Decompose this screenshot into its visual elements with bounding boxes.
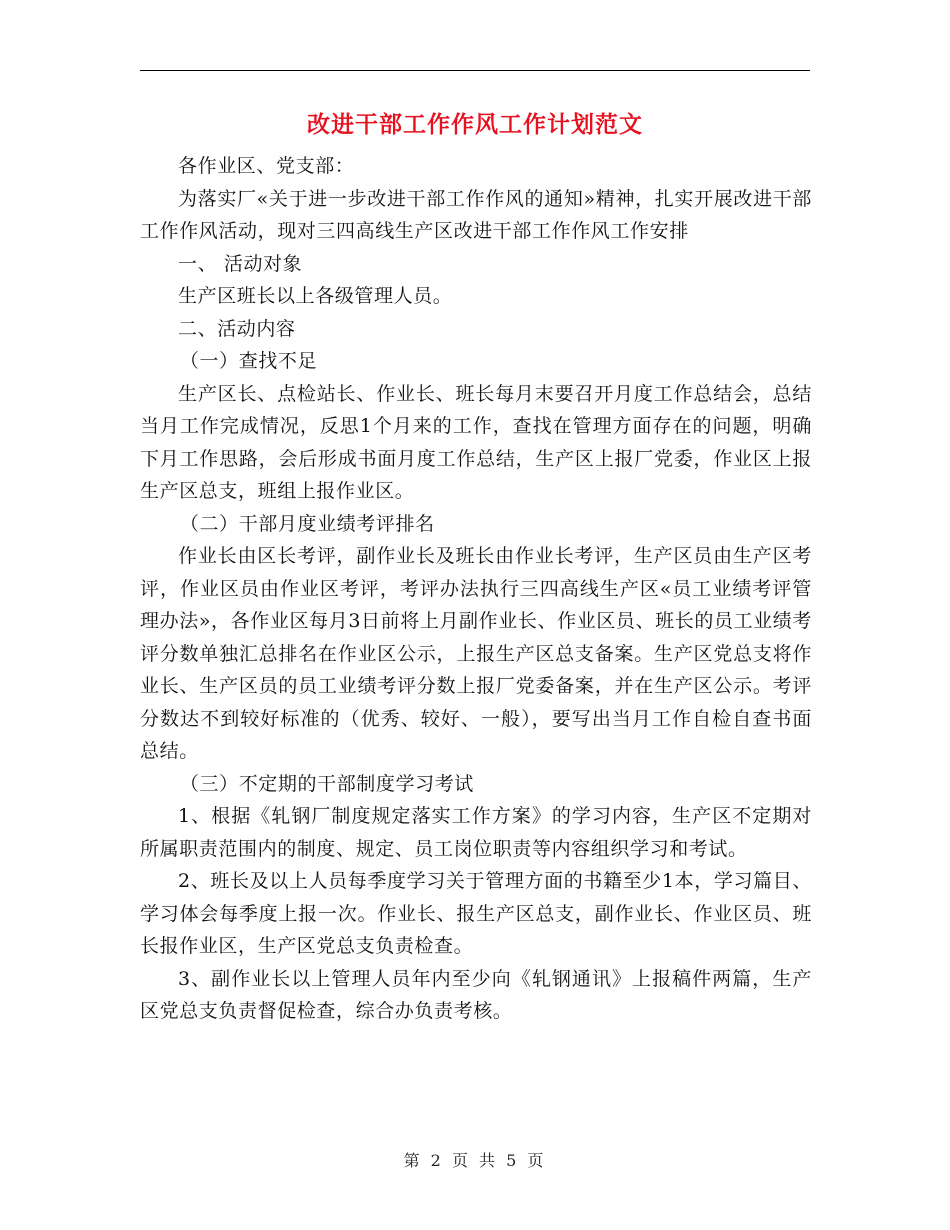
paragraph-salutation: 各作业区、党支部： [178,155,355,177]
paragraph-intro: 为落实厂«关于进一步改进干部工作作风的通知»精神，扎实开展改进干部工作作风活动，现对三四高线生产区改进干部工作作风工作安排 [140,187,812,242]
section-heading-content: 二、活动内容 [178,317,296,340]
paragraph-study-item-2: 2、班长及以上人员每季度学习关于管理方面的书籍至少1本，学习篇目、学习体会每季度上报一次。作业长、报生产区总支，副作业长、作业区员、班长报作业区，生产区党总支负责检查。 [140,870,812,957]
paragraph-ranking: 作业长由区长考评，副作业长及班长由作业长考评，生产区员由生产区考评，作业区员由作业区考评，考评办法执行三四高线生产区«员工业绩考评管理办法»，各作业区每月3日前将上月副作业长、作业区员、班长的员工业绩考评分数单独汇总排名在作业区公示，上报生产区总支备案。生产区党总支将作业长、生产区员的员工业绩考评分数上报厂党委备案，并在生产区公示。考评分数达不到较好标准的（优秀、较好、一般），要写出当月工作自检自查书面总结。 [140,545,812,762]
header-rule [140,70,810,71]
page-number-footer: 第 2 页 共 5 页 [403,1151,547,1170]
subheading-study-exam: （三）不定期的干部制度学习考试 [179,772,474,795]
section-heading-target: 一、 活动对象 [178,252,303,275]
paragraph-find-gaps: 生产区长、点检站长、作业长、班长每月末要召开月度工作总结会，总结当月工作完成情况，反思1个月来的工作，查找在管理方面存在的问题，明确下月工作思路，会后形成书面月度工作总结，生产区上报厂党委，作业区上报生产区总支，班组上报作业区。 [140,382,812,502]
paragraph-study-item-3: 3、副作业长以上管理人员年内至少向《轧钢通讯》上报稿件两篇，生产区党总支负责督促检查，综合办负责考核。 [140,967,812,1022]
paragraph-study-item-1: 1、根据《轧钢厂制度规定落实工作方案》的学习内容，生产区不定期对所属职责范围内的制度、规定、员工岗位职责等内容组织学习和考试。 [140,805,812,860]
subheading-find-gaps: （一）查找不足 [179,350,318,372]
paragraph-target: 生产区班长以上各级管理人员。 [178,285,453,307]
document-body [140,150,812,1028]
document-title: 改进干部工作作风工作计划范文 [307,111,643,138]
subheading-ranking: （二）干部月度业绩考评排名 [179,512,435,535]
